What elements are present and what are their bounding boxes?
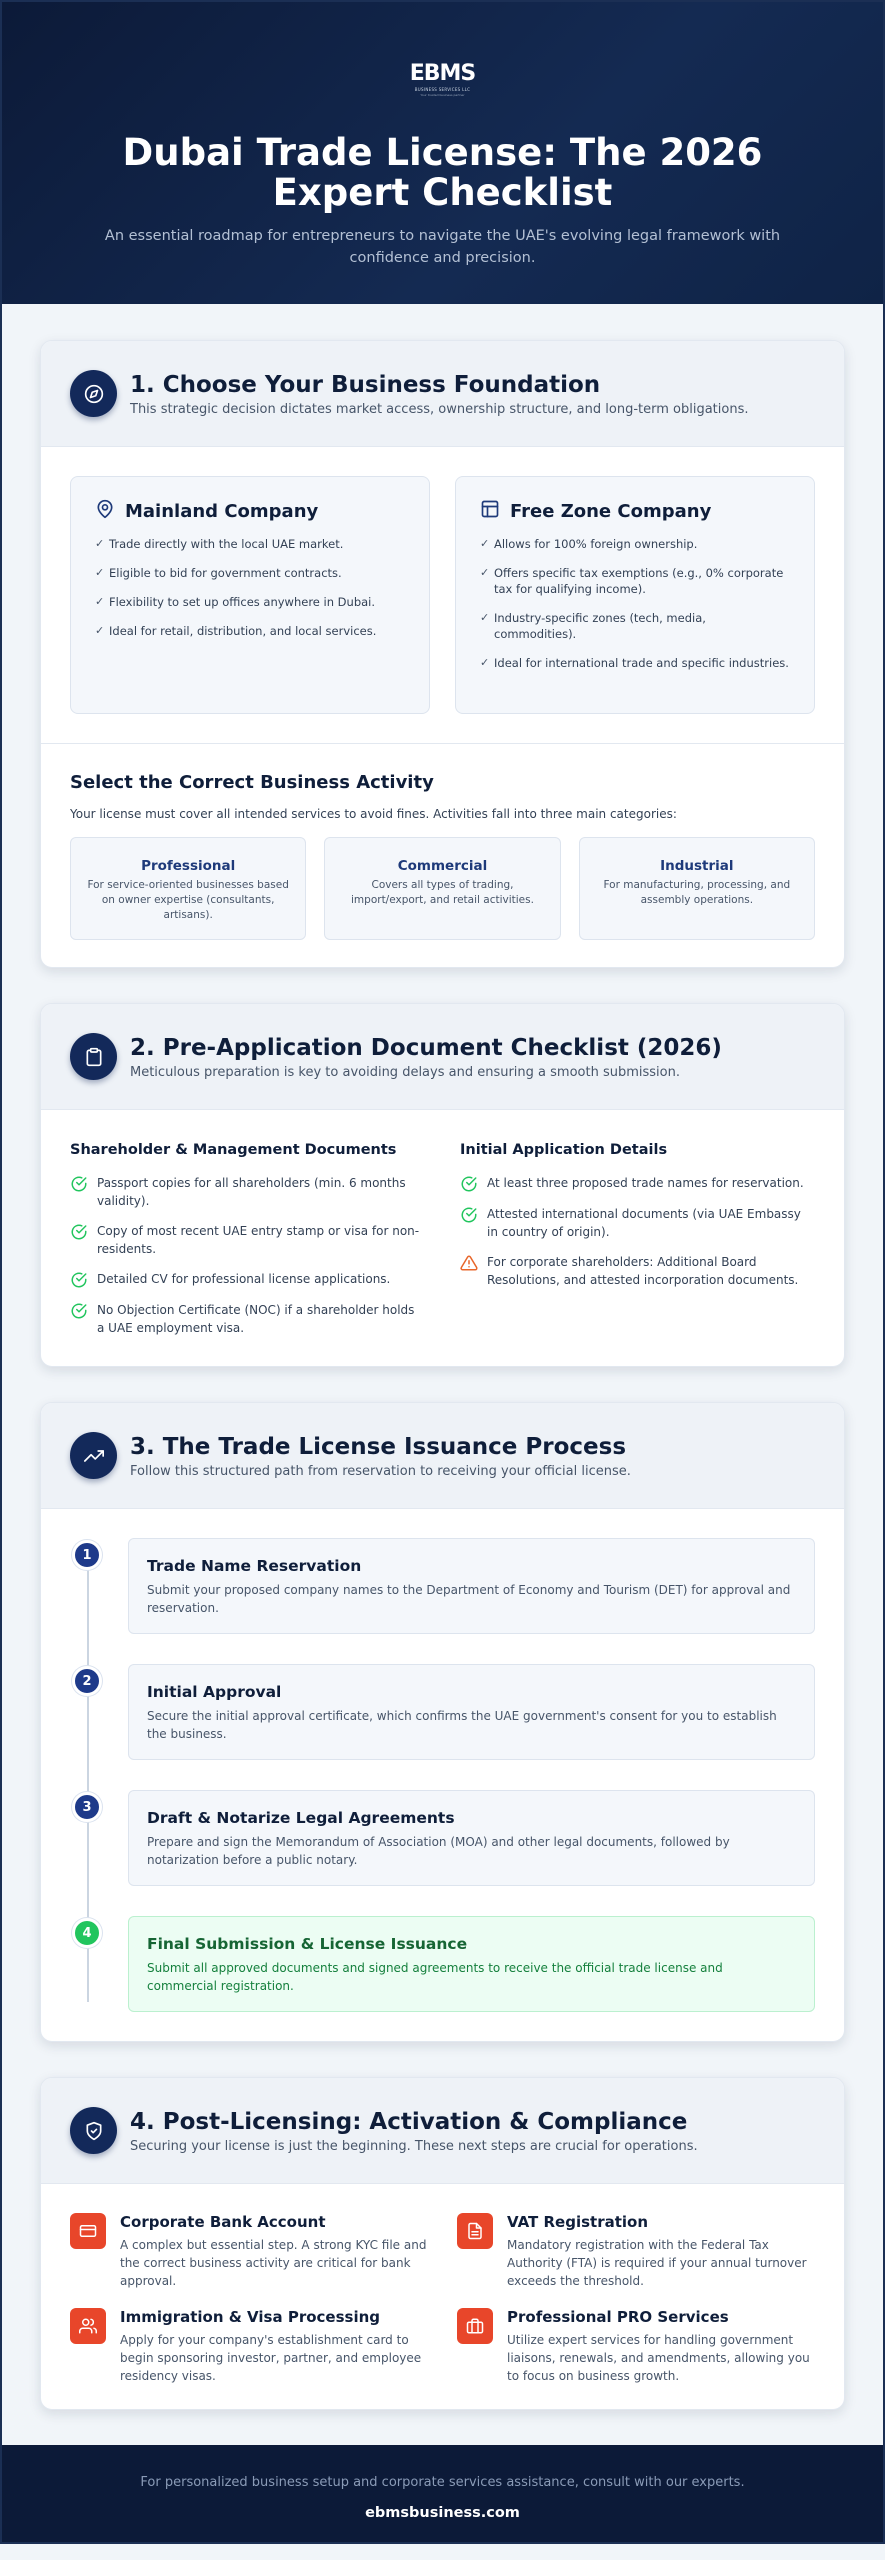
section-title: 1. Choose Your Business Foundation: [130, 371, 601, 398]
section-subtitle: Meticulous preparation is key to avoiding delays and ensuring a smooth submission.: [130, 1064, 680, 1080]
logo-mark: EBMS: [409, 61, 476, 86]
list-item: Detailed CV for professional license applications.: [70, 1270, 425, 1289]
compass-icon: [70, 370, 117, 417]
business-activity-block: [70, 744, 815, 940]
list-item: Attested international documents (via UAE Embassy in country of origin).: [460, 1205, 815, 1241]
process-step: [82, 1790, 815, 1886]
step-desc: Secure the initial approval certificate, which confirms the UAE government's consent for you to establish the business.: [147, 1709, 777, 1741]
step-desc: Submit your proposed company names to the Department of Economy and Tourism (DET) for approval and reservation.: [147, 1583, 791, 1615]
list-item: ✓ Ideal for international trade and specific industries.: [480, 656, 789, 670]
shield-check-icon: [70, 2107, 117, 2154]
credit-card-icon: [70, 2213, 106, 2249]
check-circle-icon: [70, 1223, 88, 1241]
section-title: 3. The Trade License Issuance Process: [130, 1433, 627, 1460]
step-title: Draft & Notarize Legal Agreements: [147, 1809, 455, 1827]
section-title: 2. Pre-Application Document Checklist (2026): [130, 1034, 722, 1061]
section-title: 4. Post-Licensing: Activation & Compliance: [130, 2108, 688, 2135]
mainland-title: Mainland Company: [125, 501, 319, 522]
activity-title: Select the Correct Business Activity: [70, 772, 434, 793]
shareholder-documents: [70, 1142, 425, 1349]
application-details: [460, 1142, 815, 1349]
list-item: Passport copies for all shareholders (min. 6 months validity).: [70, 1174, 425, 1210]
check-icon: ✓: [480, 566, 490, 579]
check-icon: ✓: [95, 624, 105, 637]
section-header: [41, 1403, 844, 1509]
page-title: Dubai Trade License: The 2026 Expert Checklist: [122, 131, 763, 214]
list-item: At least three proposed trade names for reservation.: [460, 1174, 815, 1193]
list-item: ✓ Offers specific tax exemptions (e.g., 0% corporate tax for qualifying income).: [480, 566, 784, 596]
post-item: [70, 2213, 428, 2290]
step-number: 2: [72, 1666, 102, 1696]
step-desc: Submit all approved documents and signed agreements to receive the official trade license and commercial registration.: [147, 1961, 723, 1993]
check-icon: ✓: [95, 566, 105, 579]
category-industrial: [579, 837, 815, 940]
free-zone-list: [480, 536, 790, 671]
list-item: For corporate shareholders: Additional Board Resolutions, and attested incorporation documents.: [460, 1253, 815, 1289]
check-circle-icon: [460, 1206, 478, 1224]
logo-tagline: Your trusted business partner: [420, 93, 465, 97]
section-subtitle: Securing your license is just the beginning. These next steps are crucial for operations.: [130, 2138, 698, 2154]
category-professional: [70, 837, 306, 940]
step-title: Trade Name Reservation: [147, 1557, 362, 1575]
category-desc: Covers all types of trading, import/export, and retail activities.: [351, 879, 534, 906]
section-header: [41, 1004, 844, 1110]
post-item-desc: Utilize expert services for handling government liaisons, renewals, and amendments, allowing you to focus on business growth.: [507, 2333, 810, 2383]
list-item: No Objection Certificate (NOC) if a shareholder holds a UAE employment visa.: [70, 1301, 425, 1337]
section-subtitle: Follow this structured path from reservation to receiving your official license.: [130, 1463, 631, 1479]
step-number: 4: [72, 1918, 102, 1948]
process-timeline: [70, 1538, 815, 2012]
page-footer: [2, 2445, 883, 2542]
step-number: 3: [72, 1792, 102, 1822]
logo-subtitle: BUSINESS SERVICES LLC: [414, 87, 471, 92]
trending-up-icon: [70, 1432, 117, 1479]
hero-header: [2, 2, 883, 304]
column-title: Shareholder & Management Documents: [70, 1142, 397, 1158]
list-item: ✓ Ideal for retail, distribution, and local services.: [95, 624, 377, 638]
check-icon: ✓: [480, 656, 490, 669]
post-licensing-grid: [70, 2213, 815, 2385]
post-item: [457, 2308, 815, 2385]
section-post-licensing: [40, 2077, 845, 2410]
section-document-checklist: [40, 1003, 845, 1367]
list-item: Copy of most recent UAE entry stamp or visa for non-residents.: [70, 1222, 425, 1258]
activity-desc: Your license must cover all intended services to avoid fines. Activities fall into three main categories:: [70, 807, 677, 821]
mainland-list: [95, 536, 405, 639]
category-title: Commercial: [397, 858, 488, 874]
free-zone-title: Free Zone Company: [510, 501, 712, 522]
section-issuance-process: [40, 1402, 845, 2042]
company-type-comparison: [70, 476, 815, 714]
users-icon: [70, 2308, 106, 2344]
category-desc: For service-oriented businesses based on owner expertise (consultants, artisans).: [87, 879, 289, 921]
activity-categories: [70, 837, 815, 940]
post-item: [457, 2213, 815, 2290]
section-header: [41, 2078, 844, 2184]
footer-website-link[interactable]: ebmsbusiness.com: [365, 2505, 520, 2521]
category-desc: For manufacturing, processing, and assembly operations.: [603, 879, 791, 906]
post-item-title: Immigration & Visa Processing: [120, 2308, 380, 2326]
section-business-foundation: [40, 340, 845, 968]
section-header: [41, 341, 844, 447]
check-circle-icon: [70, 1271, 88, 1289]
check-circle-icon: [70, 1302, 88, 1320]
warning-triangle-icon: [460, 1254, 478, 1272]
post-item-desc: A complex but essential step. A strong KYC file and the correct business activity are critical for bank approval.: [120, 2238, 427, 2288]
check-icon: ✓: [480, 611, 490, 624]
page-subtitle: An essential roadmap for entrepreneurs to navigate the UAE's evolving legal framework with confidence and precision.: [104, 228, 781, 266]
list-item: ✓ Industry-specific zones (tech, media, commodities).: [480, 611, 706, 641]
step-desc: Prepare and sign the Memorandum of Association (MOA) and other legal documents, followed by notarization before a public notary.: [147, 1835, 730, 1867]
process-step: [82, 1664, 815, 1760]
briefcase-icon: [457, 2308, 493, 2344]
company-logo: [409, 61, 476, 97]
free-zone-company-box: [455, 476, 815, 714]
post-item: [70, 2308, 428, 2385]
post-item-title: VAT Registration: [507, 2213, 649, 2231]
mainland-company-box: [70, 476, 430, 714]
list-item: ✓ Eligible to bid for government contracts.: [95, 566, 342, 580]
list-item: ✓ Allows for 100% foreign ownership.: [480, 537, 698, 551]
post-item-desc: Mandatory registration with the Federal Tax Authority (FTA) is required if your annual turnover exceeds the threshold.: [507, 2238, 807, 2288]
clipboard-icon: [70, 1033, 117, 1080]
footer-note: For personalized business setup and corporate services assistance, consult with our experts.: [140, 2475, 745, 2490]
list-item: ✓ Trade directly with the local UAE market.: [95, 537, 344, 551]
step-title: Initial Approval: [147, 1683, 282, 1701]
post-item-title: Professional PRO Services: [507, 2308, 729, 2326]
step-number: 1: [72, 1540, 102, 1570]
map-pin-icon: [95, 499, 125, 524]
process-step-final: [82, 1916, 815, 2012]
process-step: [82, 1538, 815, 1634]
check-icon: ✓: [95, 537, 105, 550]
check-icon: ✓: [480, 537, 490, 550]
check-circle-icon: [70, 1175, 88, 1193]
list-item: ✓ Flexibility to set up offices anywhere in Dubai.: [95, 595, 376, 609]
step-title: Final Submission & License Issuance: [147, 1935, 468, 1953]
category-title: Professional: [141, 858, 236, 874]
layout-icon: [480, 499, 510, 524]
file-text-icon: [457, 2213, 493, 2249]
main-content: [2, 304, 883, 2410]
section-subtitle: This strategic decision dictates market access, ownership structure, and long-term obligations.: [130, 401, 749, 417]
post-item-title: Corporate Bank Account: [120, 2213, 326, 2231]
check-icon: ✓: [95, 595, 105, 608]
check-circle-icon: [460, 1175, 478, 1193]
category-title: Industrial: [660, 858, 734, 874]
column-title: Initial Application Details: [460, 1142, 668, 1158]
category-commercial: [324, 837, 560, 940]
post-item-desc: Apply for your company's establishment card to begin sponsoring investor, partner, and employee residency visas.: [120, 2333, 422, 2383]
